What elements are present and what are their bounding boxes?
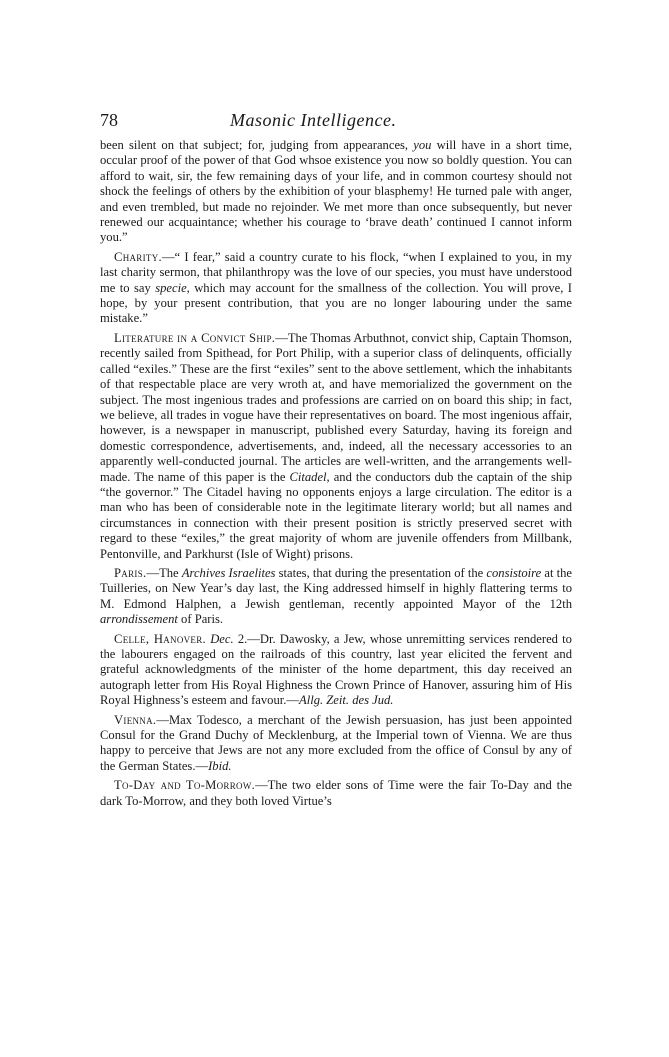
paragraph-text: states, that during the presentation of the [275,565,487,580]
page [100,110,572,813]
paragraph-text: —The [146,565,182,580]
paragraph-text: of Paris. [177,612,224,627]
paragraph-text: been silent on that subject; for, judging from appearances, [100,138,414,152]
italic-text: specie [155,280,187,295]
paragraph-text: —The Thomas Arbuthnot, convict ship, Captain Thomson, recently sailed from Spithead, for Port Philip, with a superior class of delinquents, officially called “exiles.” These are the first “exiles” sent to the above settlement, which the inhabitants of that respectable place are very wroth at, and have memorialized the government on the subject. The most ingenious trades and professions are carried on on board this ship; in fact, we believe, all trades in vogue have their representatives on board. The most ingenious affair, however, is a newspaper in manuscript, published every Saturday, having its foreign and domestic correspondence, advertisements, and, indeed, all the necessary accessories to an apparently well-conducted journal. The articles are well-written, and the arrangements well-made. The name of this paper is the [100,330,573,484]
paragraph [100,632,572,709]
italic-text: Archives Israelites [181,565,276,580]
paragraph-heading: Paris. [114,565,147,580]
running-head: Masonic Intelligence. [230,110,397,130]
italic-text: you [413,138,432,152]
paragraph-heading: Vienna. [114,712,157,727]
paragraph-heading: Charity. [114,249,162,264]
paragraph-heading: To-Day and To-Morrow. [114,778,256,793]
paragraph [100,138,572,246]
italic-text: arrondissement [100,612,178,627]
paragraph-text: , and the conductors dub the captain of the ship “the governor.” The Citadel having no opponents enjoys a large circulation. The editor is a man who has been of considerable note in the legitimate literary world; but all names and circumstances in connection with their present position is strictly preserved secret with regard to these “exiles,” the great majority of whom are juvenile offenders from Millbank, Pentonville, and Parkhurst (Isle of Wight) prisons. [100,469,572,561]
italic-text: Citadel [289,469,327,484]
page-header [100,110,572,136]
paragraph-text: 2.—Dr. Dawosky, a Jew, whose unremitting services rendered to the labourers engaged on the railroads of this country, last year elicited the fervent and grateful acknowledgments of the minister of the home department, this day received an autograph letter from His Royal Highness the Crown Prince of Hanover, assuring him of His Royal Highness’s esteem and favour.— [100,631,572,708]
paragraph-text: —The two elder sons of Time were the fair To-Day and the dark To-Morrow, and they both loved Virtue’s [100,778,572,808]
paragraph [100,778,572,809]
paragraph-text: at the Tuilleries, on New Year’s day last, the King addressed himself in highly flattering terms to M. Edmond Halphen, a Jewish gentleman, recently appointed Mayor of the 12th [100,565,572,611]
paragraph-text: —Max Todesco, a merchant of the Jewish persuasion, has just been appointed Consul for the Grand Duchy of Mecklenburg, at the Imperial town of Vienna. We are thus happy to perceive that Jews are not any more excluded from the office of Consul by any of the German States.— [100,712,572,773]
paragraph-heading: Literature in a Convict Ship. [114,330,276,345]
paragraph-heading: Celle, Hanover. [114,631,206,646]
italic-text: Dec. [210,631,234,646]
italic-text: Ibid. [208,758,232,773]
paragraph-text: —“ I fear,” said a country curate to his flock, “when I explained to you, in my last charity sermon, that philanthropy was the love of our species, you must have understood me to say [100,249,572,295]
paragraph [100,250,572,327]
paragraph [100,566,572,628]
paragraph [100,713,572,775]
body-text [100,138,572,809]
italic-text: Allg. Zeit. des Jud. [299,693,394,708]
paragraph-text: will have in a short time, occular proof of the power of that God whsoe existence you now so boldly question. You can afford to wait, sir, the few remaining days of your life, and in common courtesy should not shock the feelings of others by the exhibition of your blasphemy! He turned pale with anger, and even trembled, but made no rejoinder. We met more than once subsequently, but never renewed our acquaintance; whether his courage to ‘brave death’ continued I cannot inform you.” [100,138,572,245]
paragraph-text: , which may account for the smallness of the collection. You will prove, I hope, by your present contribution, that you are no longer labouring under the same mistake.” [100,280,572,326]
page-number: 78 [100,110,118,130]
paragraph [100,331,572,562]
italic-text: consistoire [486,565,542,580]
